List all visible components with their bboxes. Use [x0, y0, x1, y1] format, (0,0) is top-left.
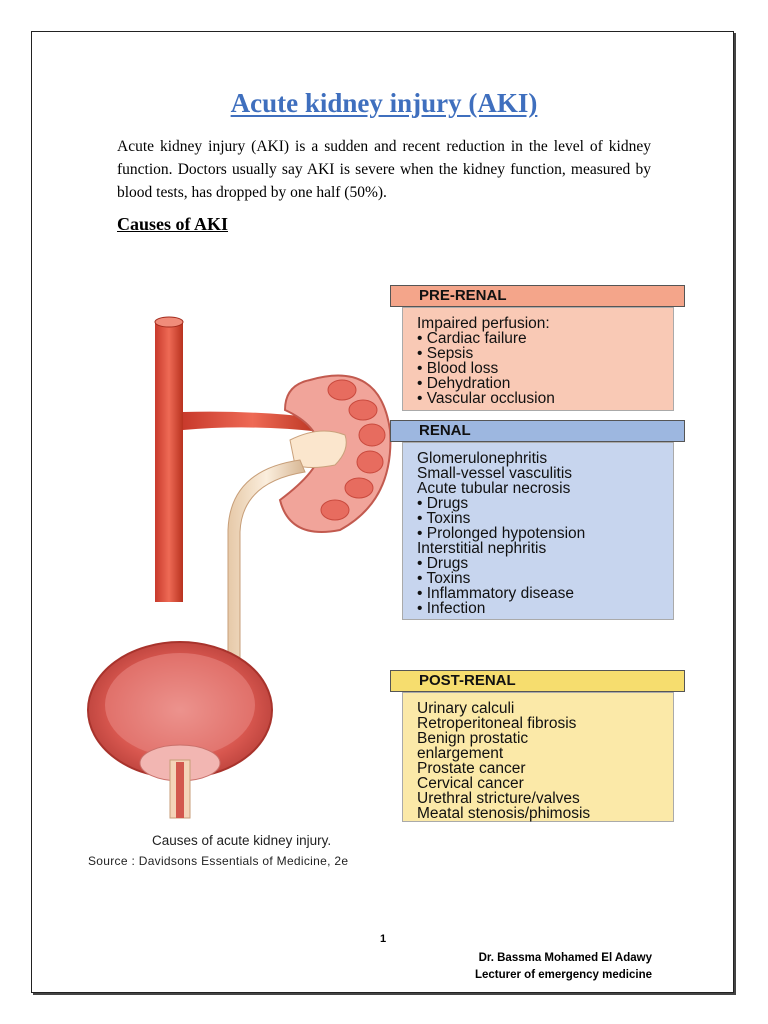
- author-name: Dr. Bassma Mohamed El Adawy: [478, 952, 652, 964]
- renal-item: Acute tubular necrosis: [417, 480, 571, 497]
- pre-renal-item: • Dehydration: [417, 375, 511, 392]
- renal-item: • Toxins: [417, 570, 471, 587]
- post-renal-header: POST-RENAL: [390, 670, 685, 692]
- author-title: Lecturer of emergency medicine: [474, 969, 652, 981]
- renal-list: [402, 442, 674, 620]
- post-renal-item: Benign prostatic: [417, 730, 529, 747]
- post-renal-item: enlargement: [417, 745, 504, 762]
- pre-renal-item: • Vascular occlusion: [417, 390, 555, 407]
- post-renal-list: [402, 692, 674, 822]
- pre-renal-item: • Sepsis: [417, 345, 474, 362]
- pre-renal-list: [402, 307, 674, 411]
- pre-renal-item: • Cardiac failure: [417, 330, 527, 347]
- renal-item: Interstitial nephritis: [417, 540, 547, 557]
- renal-item: • Drugs: [417, 495, 469, 512]
- kidney-anatomy-illustration: [80, 300, 410, 830]
- page-title: Acute kidney injury (AKI): [230, 88, 538, 118]
- pre-renal-item: • Blood loss: [417, 360, 499, 377]
- post-renal-item: Retroperitoneal fibrosis: [417, 715, 577, 732]
- renal-item: Glomerulonephritis: [417, 450, 548, 467]
- pre-renal-header: PRE-RENAL: [390, 285, 685, 307]
- post-renal-item: Urinary calculi: [417, 700, 515, 717]
- pre-renal-item: Impaired perfusion:: [417, 315, 550, 332]
- renal-item: • Toxins: [417, 510, 471, 527]
- renal-item: Small-vessel vasculitis: [417, 465, 573, 482]
- post-renal-item: Meatal stenosis/phimosis: [417, 805, 591, 822]
- figure-source: Source : Davidsons Essentials of Medicine, 2e: [88, 854, 349, 868]
- figure-caption: Causes of acute kidney injury.: [152, 833, 332, 848]
- page-number: 1: [380, 933, 387, 945]
- post-renal-item: Cervical cancer: [417, 775, 524, 792]
- post-renal-item: Prostate cancer: [417, 760, 526, 777]
- renal-item: • Infection: [417, 600, 486, 617]
- post-renal-item: Urethral stricture/valves: [417, 790, 580, 807]
- renal-item: • Inflammatory disease: [417, 585, 575, 602]
- section-title: Causes of AKI: [117, 214, 229, 234]
- renal-header: RENAL: [390, 420, 685, 442]
- intro-paragraph: Acute kidney injury (AKI) is a sudden and recent reduction in the level of kidney function. Doctors usually say AKI is severe when the kidney function, measured by blood tests, has dropped by one half (50%).: [117, 138, 651, 201]
- renal-item: • Drugs: [417, 555, 469, 572]
- author-block: [475, 950, 652, 984]
- renal-item: • Prolonged hypotension: [417, 525, 586, 542]
